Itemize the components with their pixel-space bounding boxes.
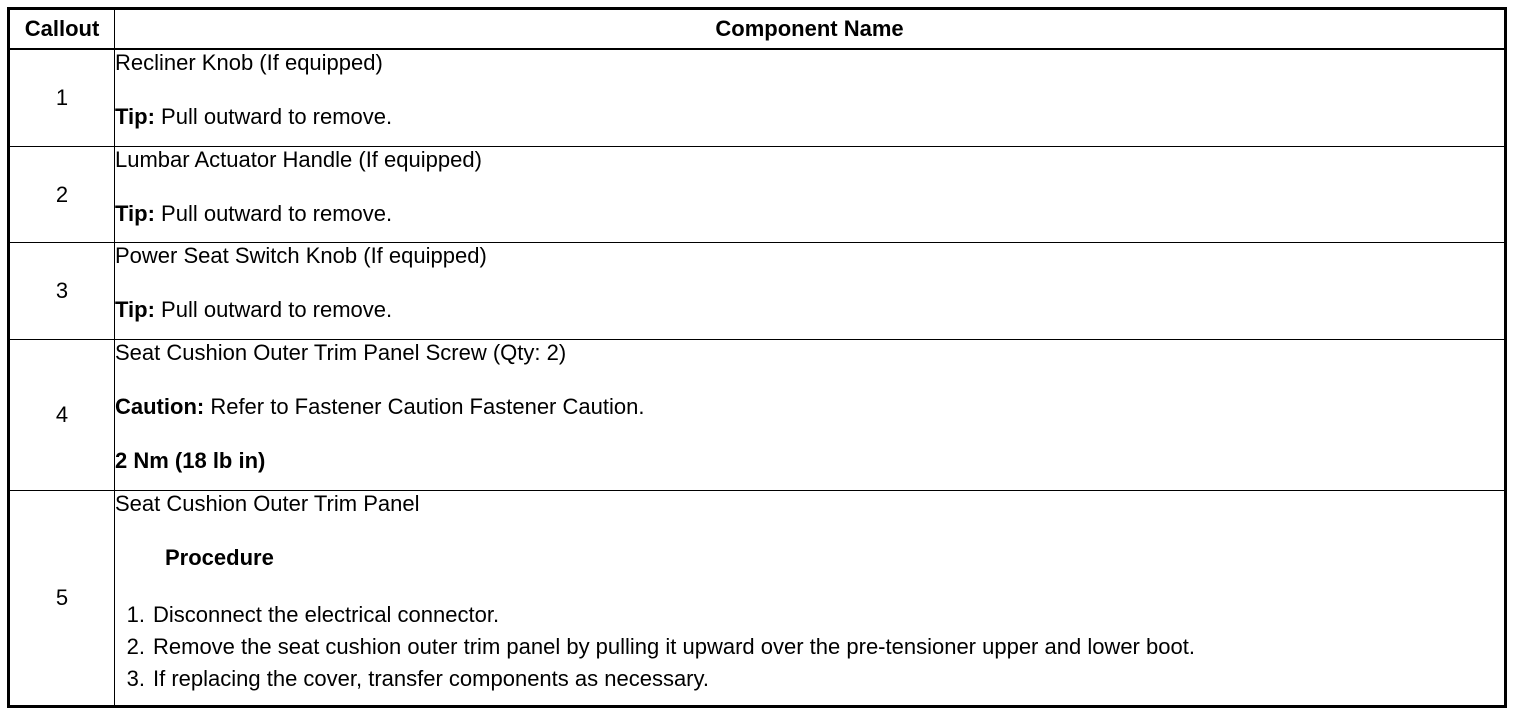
tip-note (115, 297, 1504, 323)
step-number: 1. (126, 602, 145, 627)
tip-text: Pull outward to remove. (154, 201, 393, 226)
step-text: If replacing the cover, transfer components as necessary. (153, 666, 709, 691)
caution-text: Refer to Fastener Caution Fastener Caution. (204, 394, 645, 419)
tip-label: Tip: (115, 104, 155, 129)
table-body (9, 49, 1506, 707)
torque-spec: 2 Nm (18 lb in) (115, 448, 266, 473)
table-row (9, 491, 1506, 707)
table-row (9, 340, 1506, 491)
step-number: 3. (126, 666, 145, 691)
table-header (9, 9, 1506, 50)
procedure-step (115, 631, 1504, 663)
component-name-cell (115, 243, 1506, 340)
component-name-cell (115, 491, 1506, 707)
component-name: Seat Cushion Outer Trim Panel (115, 491, 420, 516)
component-name-cell (115, 340, 1506, 491)
component-table (7, 7, 1507, 708)
caution-note (115, 394, 1504, 420)
header-row (9, 9, 1506, 50)
component-name-cell (115, 147, 1506, 243)
tip-note (115, 104, 1504, 130)
tip-text: Pull outward to remove. (154, 297, 393, 322)
callout-number: 4 (9, 340, 115, 491)
component-name-cell (115, 49, 1506, 147)
component-name: Lumbar Actuator Handle (If equipped) (115, 147, 482, 172)
step-text: Remove the seat cushion outer trim panel by pulling it upward over the pre-tensioner upper and lower boot. (153, 634, 1195, 659)
callout-number: 5 (9, 491, 115, 707)
caution-label: Caution: (115, 394, 205, 419)
callout-number: 2 (9, 147, 115, 243)
tip-note (115, 201, 1504, 227)
tip-label: Tip: (115, 201, 155, 226)
step-number: 2. (126, 634, 145, 659)
callout-number: 1 (9, 49, 115, 147)
component-name: Seat Cushion Outer Trim Panel Screw (Qty: 2) (115, 340, 567, 365)
table-row (9, 243, 1506, 340)
procedure-step (115, 663, 1504, 695)
tip-text: Pull outward to remove. (154, 104, 393, 129)
callout-column-header: Callout (9, 9, 115, 50)
table-row (9, 147, 1506, 243)
component-name: Recliner Knob (If equipped) (115, 50, 383, 75)
tip-label: Tip: (115, 297, 155, 322)
step-text: Disconnect the electrical connector. (153, 602, 500, 627)
component-name: Power Seat Switch Knob (If equipped) (115, 243, 487, 268)
callout-number: 3 (9, 243, 115, 340)
table-row (9, 49, 1506, 147)
procedure-heading: Procedure (165, 545, 274, 570)
procedure-step (115, 599, 1504, 631)
procedure-steps (115, 599, 1504, 695)
component-name-column-header: Component Name (115, 9, 1506, 50)
